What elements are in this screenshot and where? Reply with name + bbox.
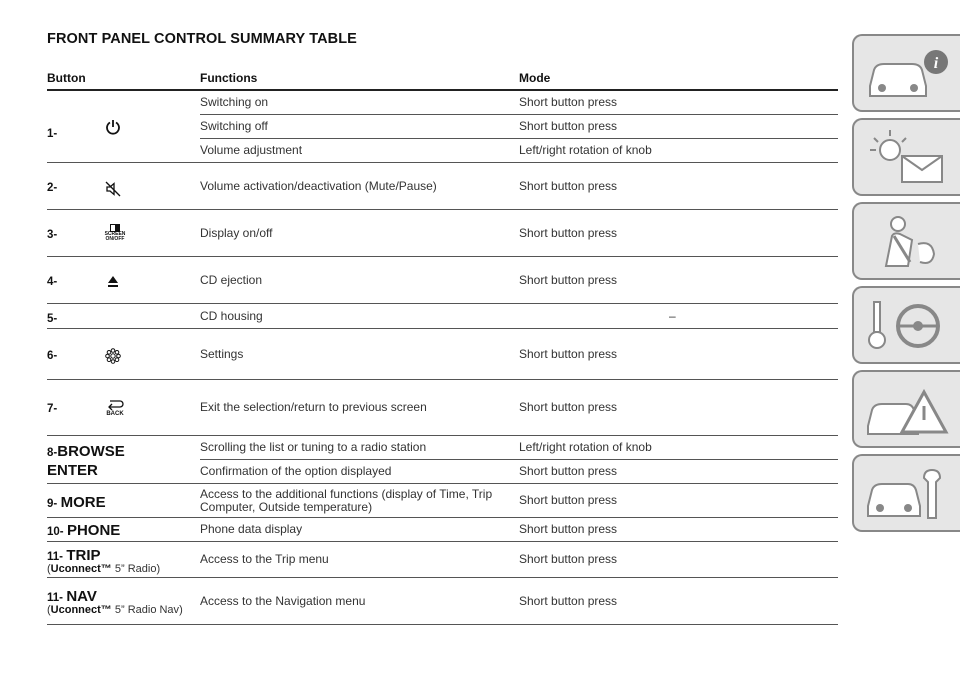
function-cell: Volume adjustment bbox=[200, 139, 519, 163]
mode-cell: Short button press bbox=[519, 329, 838, 380]
function-cell: Switching off bbox=[200, 115, 519, 139]
button-cell bbox=[47, 329, 200, 380]
header-button: Button bbox=[47, 66, 200, 90]
row-number: 11- bbox=[47, 550, 63, 563]
tab-car-maintenance[interactable] bbox=[852, 454, 960, 532]
button-cell bbox=[47, 484, 200, 518]
screen-onoff-icon bbox=[103, 224, 127, 242]
settings-gear-icon bbox=[105, 348, 121, 367]
tab-emergency[interactable] bbox=[852, 370, 960, 448]
variant-text: 5” Radio bbox=[114, 562, 157, 575]
row-number: 1- bbox=[47, 127, 58, 140]
button-name: NAV bbox=[66, 588, 97, 605]
mode-cell: Short button press bbox=[519, 163, 838, 210]
mode-cell: Short button press bbox=[519, 90, 838, 115]
button-cell bbox=[47, 210, 200, 257]
tab-warning-lights[interactable] bbox=[852, 118, 960, 196]
function-cell: Phone data display bbox=[200, 518, 519, 542]
mode-cell: Short button press bbox=[519, 542, 838, 578]
mode-cell: Short button press bbox=[519, 115, 838, 139]
mode-cell: Short button press bbox=[519, 257, 838, 304]
seat-safety-icon bbox=[862, 210, 952, 274]
function-cell: Access to the Navigation menu bbox=[200, 578, 519, 625]
button-cell bbox=[47, 380, 200, 436]
table-row bbox=[47, 380, 838, 436]
back-arrow-icon bbox=[103, 399, 127, 417]
row-number: 7- bbox=[47, 403, 58, 415]
table-row bbox=[47, 484, 838, 518]
function-cell: Scrolling the list or tuning to a radio station bbox=[200, 436, 519, 460]
function-cell: Access to the additional functions (display of Time, Trip Computer, Outside temperature) bbox=[200, 484, 519, 518]
mode-cell: – bbox=[519, 304, 838, 329]
warning-lights-icon bbox=[862, 126, 952, 190]
button-cell bbox=[47, 578, 200, 625]
mute-icon bbox=[105, 181, 121, 200]
function-cell: CD housing bbox=[200, 304, 519, 329]
button-cell bbox=[47, 436, 200, 484]
mode-cell: Short button press bbox=[519, 210, 838, 257]
function-cell: Confirmation of the option displayed bbox=[200, 460, 519, 484]
row-number: 9- bbox=[47, 498, 58, 510]
function-cell: Volume activation/deactivation (Mute/Pause) bbox=[200, 163, 519, 210]
mode-cell: Short button press bbox=[519, 380, 838, 436]
function-cell: Access to the Trip menu bbox=[200, 542, 519, 578]
mode-cell: Left/right rotation of knob bbox=[519, 139, 838, 163]
table-row bbox=[47, 329, 838, 380]
table-row bbox=[47, 518, 838, 542]
function-cell: Display on/off bbox=[200, 210, 519, 257]
brand-name: Uconnect™ bbox=[50, 604, 112, 616]
row-number: 5- bbox=[47, 312, 58, 325]
row-number: 4- bbox=[47, 275, 58, 288]
screen-onoff-label: SCREEN ON/OFF bbox=[104, 231, 126, 242]
table-row bbox=[47, 578, 838, 625]
button-cell bbox=[47, 163, 200, 210]
button-cell bbox=[47, 542, 200, 578]
header-mode: Mode bbox=[519, 66, 838, 90]
button-name: BROWSE bbox=[57, 443, 125, 460]
row-number: 8- bbox=[47, 447, 58, 459]
table-row bbox=[47, 163, 838, 210]
function-cell: Switching on bbox=[200, 90, 519, 115]
row-number: 10- bbox=[47, 525, 64, 538]
table-row bbox=[47, 257, 838, 304]
brand-name: Uconnect™ bbox=[50, 562, 112, 575]
table-row bbox=[47, 542, 838, 578]
button-cell bbox=[47, 518, 200, 542]
button-cell bbox=[47, 90, 200, 163]
button-name: PHONE bbox=[66, 521, 121, 539]
table-row bbox=[47, 210, 838, 257]
tab-car-info[interactable] bbox=[852, 34, 960, 112]
eject-icon bbox=[107, 275, 119, 291]
button-name: TRIP bbox=[66, 546, 101, 564]
page-title: FRONT PANEL CONTROL SUMMARY TABLE bbox=[47, 31, 357, 47]
mode-cell: Short button press bbox=[519, 484, 838, 518]
button-cell bbox=[47, 257, 200, 304]
table-row bbox=[47, 304, 838, 329]
tab-seat-safety[interactable] bbox=[852, 202, 960, 280]
mode-cell: Short button press bbox=[519, 460, 838, 484]
button-variant: (Uconnect™ 5” Radio Nav) bbox=[47, 604, 183, 616]
button-cell bbox=[47, 304, 200, 329]
steering-start-icon bbox=[862, 294, 952, 358]
table-row bbox=[47, 436, 838, 460]
button-variant: (Uconnect™ 5” Radio) bbox=[47, 562, 161, 575]
function-cell: Settings bbox=[200, 329, 519, 380]
row-number: 6- bbox=[47, 349, 58, 362]
power-icon bbox=[105, 119, 121, 138]
car-maintenance-icon bbox=[862, 462, 952, 526]
row-number: 11- bbox=[47, 592, 63, 604]
button-name: MORE bbox=[60, 494, 106, 511]
mode-cell: Short button press bbox=[519, 518, 838, 542]
mode-cell: Left/right rotation of knob bbox=[519, 436, 838, 460]
table-row bbox=[47, 90, 838, 115]
button-name-2: ENTER bbox=[47, 462, 98, 479]
emergency-icon bbox=[862, 378, 952, 442]
row-number: 3- bbox=[47, 228, 58, 241]
car-info-icon bbox=[862, 42, 952, 106]
row-number: 2- bbox=[47, 181, 58, 194]
mode-cell: Short button press bbox=[519, 578, 838, 625]
header-functions: Functions bbox=[200, 66, 519, 90]
control-summary-table bbox=[47, 66, 838, 625]
function-cell: Exit the selection/return to previous screen bbox=[200, 380, 519, 436]
tab-steering-start[interactable] bbox=[852, 286, 960, 364]
table-header-row bbox=[47, 66, 838, 90]
variant-text: 5” Radio Nav bbox=[114, 604, 180, 616]
svg-text:i: i bbox=[933, 55, 939, 72]
back-label: BACK bbox=[106, 411, 124, 417]
function-cell: CD ejection bbox=[200, 257, 519, 304]
